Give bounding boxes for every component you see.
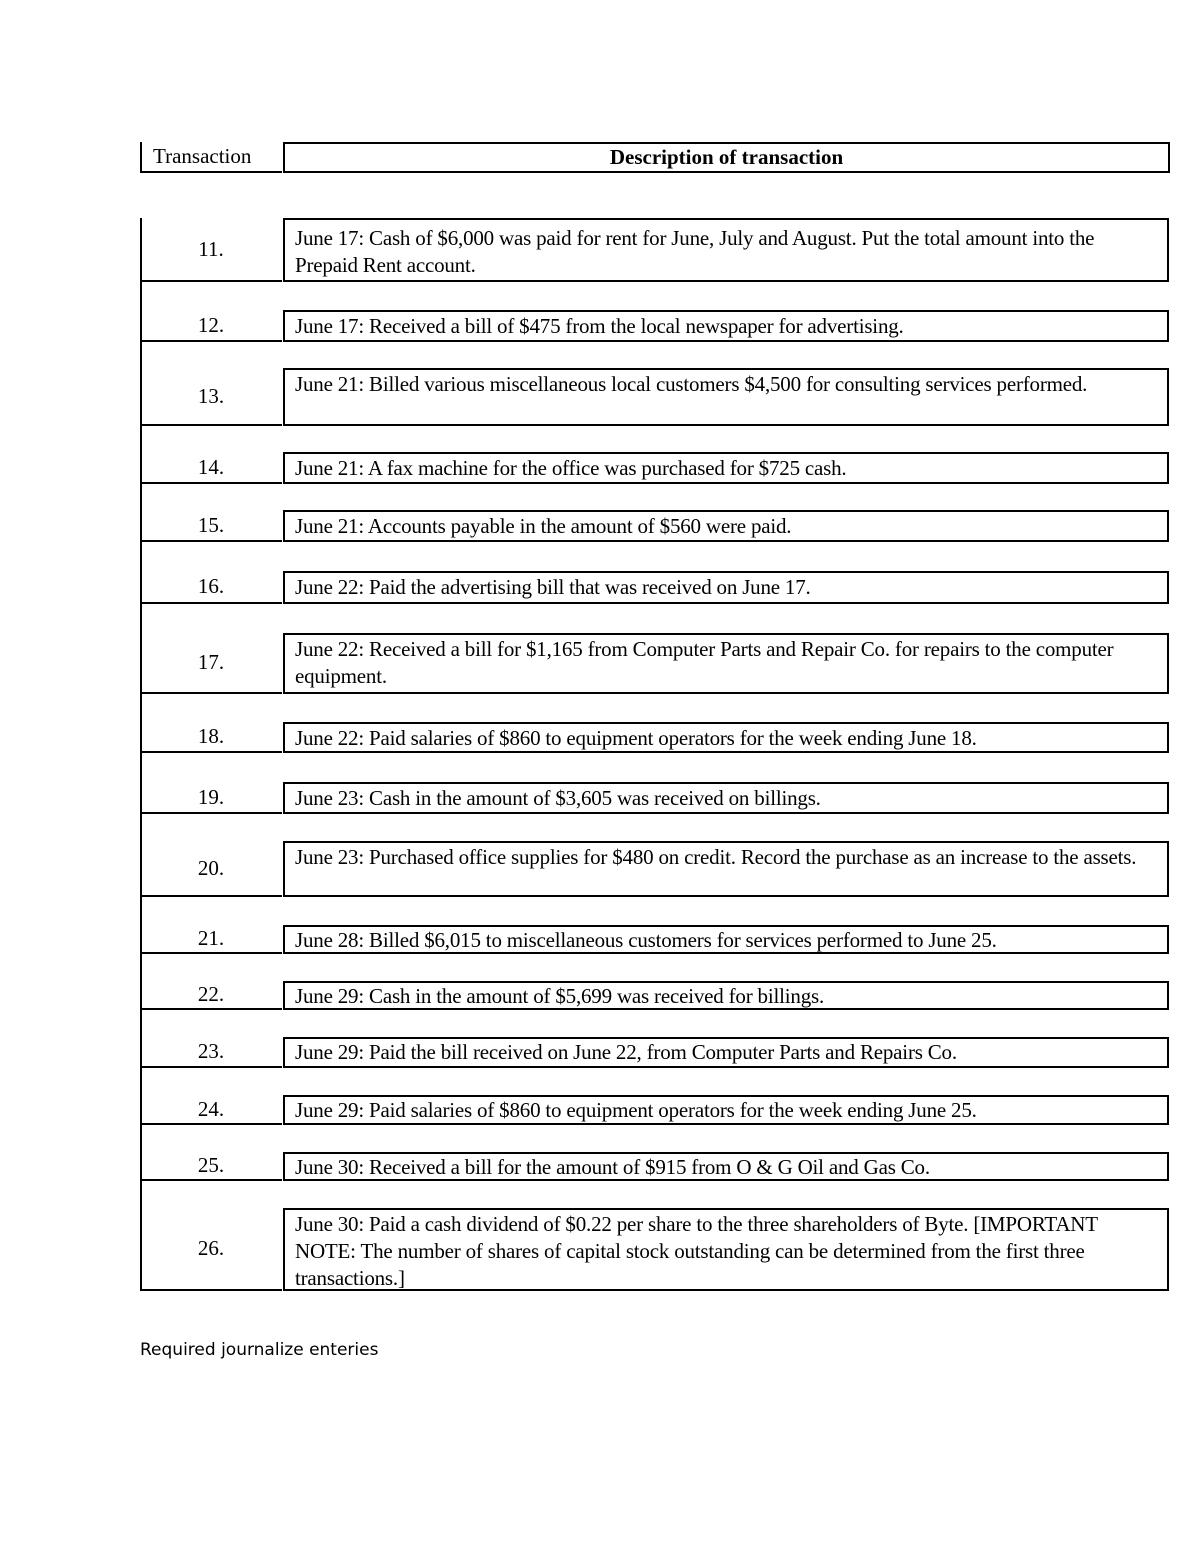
transaction-number: 14. [140,452,282,484]
transaction-description: June 17: Received a bill of $475 from the local newspaper for advertising. [283,310,1169,342]
transaction-description: June 29: Paid the bill received on June 22, from Computer Parts and Repairs Co. [283,1037,1169,1068]
transaction-description: June 23: Purchased office supplies for $480 on credit. Record the purchase as an increase to the assets. [283,841,1169,897]
transaction-number: 13. [140,368,282,426]
description-column-header: Description of transaction [283,142,1170,173]
transaction-number: 17. [140,633,282,694]
transaction-description: June 21: Accounts payable in the amount of $560 were paid. [283,510,1169,542]
transaction-description: June 28: Billed $6,015 to miscellaneous customers for services performed to June 25. [283,925,1169,954]
transaction-description: June 23: Cash in the amount of $3,605 was received on billings. [283,782,1169,814]
transaction-number: 20. [140,841,282,897]
transaction-number: 19. [140,782,282,814]
transaction-number: 21. [140,925,282,954]
transaction-number: 15. [140,510,282,542]
transaction-description: June 17: Cash of $6,000 was paid for rent for June, July and August. Put the total amount into the Prepaid Rent account. [283,218,1169,282]
transaction-description: June 30: Paid a cash dividend of $0.22 per share to the three shareholders of Byte. [IMPORTANT NOTE: The number of shares of capital stock outstanding can be determined from the first three transactions.] [283,1208,1169,1291]
transaction-number: 11. [140,218,282,282]
transaction-number: 12. [140,310,282,342]
required-note: Required journalize enteries [140,1340,379,1360]
transaction-number: 26. [140,1208,282,1291]
transaction-number: 24. [140,1095,282,1125]
transaction-table [140,0,1170,1553]
transaction-column-header: Transaction [140,142,282,173]
transaction-description: June 22: Paid the advertising bill that was received on June 17. [283,571,1169,604]
transaction-number: 23. [140,1037,282,1068]
transaction-description: June 30: Received a bill for the amount of $915 from O & G Oil and Gas Co. [283,1152,1169,1181]
transaction-description: June 29: Paid salaries of $860 to equipment operators for the week ending June 25. [283,1095,1169,1125]
transaction-number: 16. [140,571,282,604]
transaction-number: 25. [140,1152,282,1181]
transaction-description: June 21: Billed various miscellaneous local customers $4,500 for consulting services performed. [283,368,1169,426]
transaction-description: June 22: Paid salaries of $860 to equipment operators for the week ending June 18. [283,722,1169,753]
transaction-number: 18. [140,722,282,753]
transaction-description: June 29: Cash in the amount of $5,699 was received for billings. [283,981,1169,1010]
transaction-description: June 22: Received a bill for $1,165 from Computer Parts and Repair Co. for repairs to the computer equipment. [283,633,1169,694]
transaction-description: June 21: A fax machine for the office was purchased for $725 cash. [283,452,1169,484]
transaction-number: 22. [140,981,282,1010]
